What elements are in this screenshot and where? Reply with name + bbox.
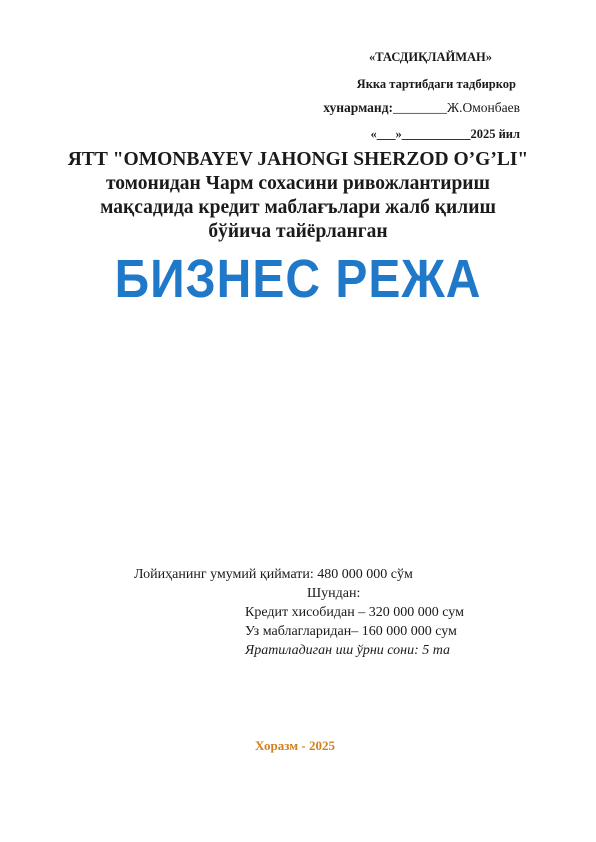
credit-line: Кредит хисобидан – 320 000 000 сум xyxy=(245,605,464,620)
organization-line-3: мақсадида кредит маблағълари жалб қилиш xyxy=(100,197,496,218)
approval-signature-line xyxy=(323,100,520,116)
jobs-line: Яратиладиган иш ўрни сони: 5 та xyxy=(245,643,451,658)
artisan-label: хунарманд: xyxy=(323,100,394,115)
approval-heading: «ТАСДИҚЛАЙМАН» xyxy=(368,50,492,64)
organization-line-1: ЯТТ "OMONBAYEV JAHONGI SHERZOD O’G’LI" xyxy=(67,149,529,170)
approval-date-line: «___»___________2025 йил xyxy=(370,127,520,141)
total-cost-line: Лойиҳанинг умумий қиймати: 480 000 000 сўм xyxy=(134,567,413,582)
signature-blank: ________ xyxy=(393,100,448,115)
approval-role: Якка тартибдаги тадбиркор xyxy=(356,77,516,91)
organization-heading xyxy=(40,148,556,244)
place-year-text: Хоразм - 2025 xyxy=(255,738,335,753)
of-which-label: Шундан: xyxy=(307,586,361,601)
organization-line-4: бўйича тайёрланган xyxy=(208,221,388,242)
footer-place-year xyxy=(0,738,596,754)
organization-line-2: томонидан Чарм сохасини ривожлантириш xyxy=(105,173,490,194)
document-title: БИЗНЕС РЕЖА xyxy=(114,249,482,310)
signer-name: Ж.Омонбаев xyxy=(447,100,520,115)
own-funds-line: Уз маблагларидан– 160 000 000 сум xyxy=(245,624,457,639)
